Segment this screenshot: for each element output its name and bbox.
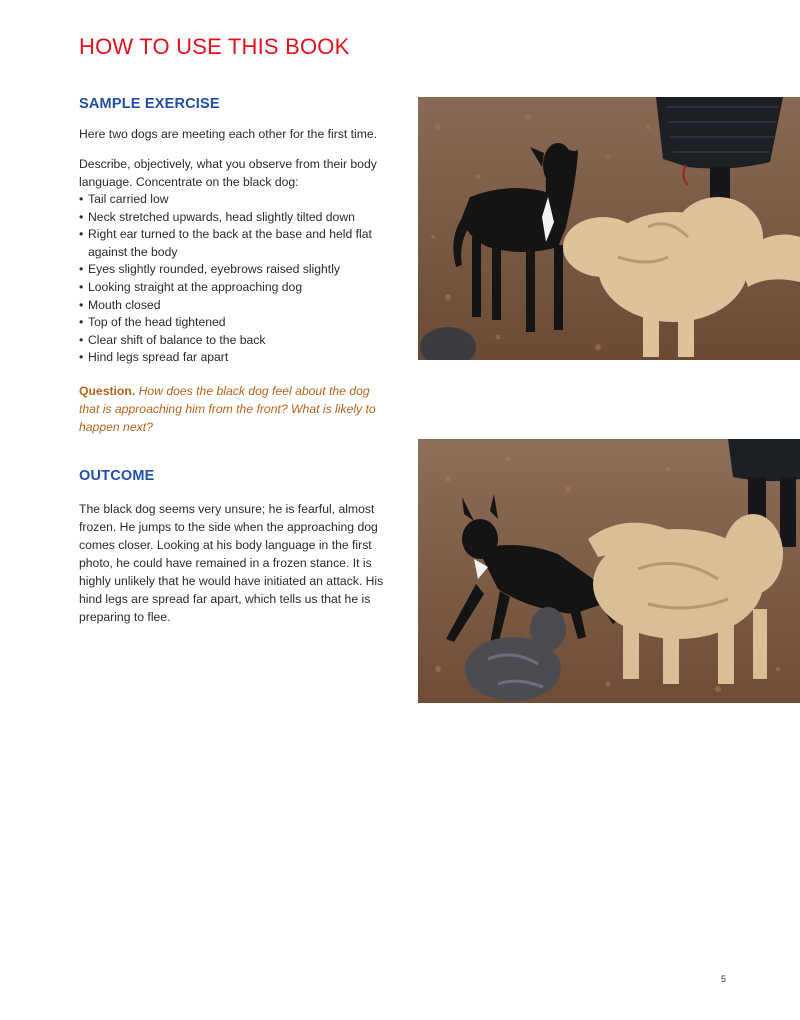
question-text: How does the black dog feel about the dog that is approaching him from the front? What is likely to happen next? <box>79 384 376 434</box>
outcome-heading: OUTCOME <box>79 468 155 484</box>
page-title: HOW TO USE THIS BOOK <box>79 34 350 59</box>
list-item: • Mouth closed <box>79 297 161 312</box>
list-item: • Neck stretched upwards, head slightly tilted down <box>79 209 355 224</box>
list-item: • Eyes slightly rounded, eyebrows raised slightly <box>79 262 340 277</box>
observation-list <box>79 191 389 367</box>
list-item: • Clear shift of balance to the back <box>79 332 266 347</box>
question-label: Question. <box>79 384 136 398</box>
page-number: 5 <box>721 974 727 984</box>
list-item: • Right ear turned to the back at the base and held flat against the body <box>79 227 372 259</box>
photo-dog-jumps-aside <box>418 439 800 703</box>
outcome-text: The black dog seems very unsure; he is fearful, almost frozen. He jumps to the side when the approaching dog comes closer. Looking at his body language in the first photo, he could have remained in a frozen stance. It is highly unlikely that he would have initiated an attack. His hind legs are spread far apart, which tells us that he is preparing to flee. <box>79 502 384 624</box>
exercise-instruction: Describe, objectively, what you observe from their body language. Concentrate on the black dog: <box>79 157 377 189</box>
photo-dogs-meeting <box>418 97 800 360</box>
list-item: • Looking straight at the approaching dog <box>79 279 303 294</box>
exercise-question <box>79 382 389 436</box>
list-item: • Tail carried low <box>79 192 169 206</box>
list-item: • Hind legs spread far apart <box>79 350 229 365</box>
exercise-intro: Here two dogs are meeting each other for the first time. <box>79 127 378 141</box>
sample-exercise-heading: SAMPLE EXERCISE <box>79 96 220 112</box>
list-item: • Top of the head tightened <box>79 315 226 330</box>
